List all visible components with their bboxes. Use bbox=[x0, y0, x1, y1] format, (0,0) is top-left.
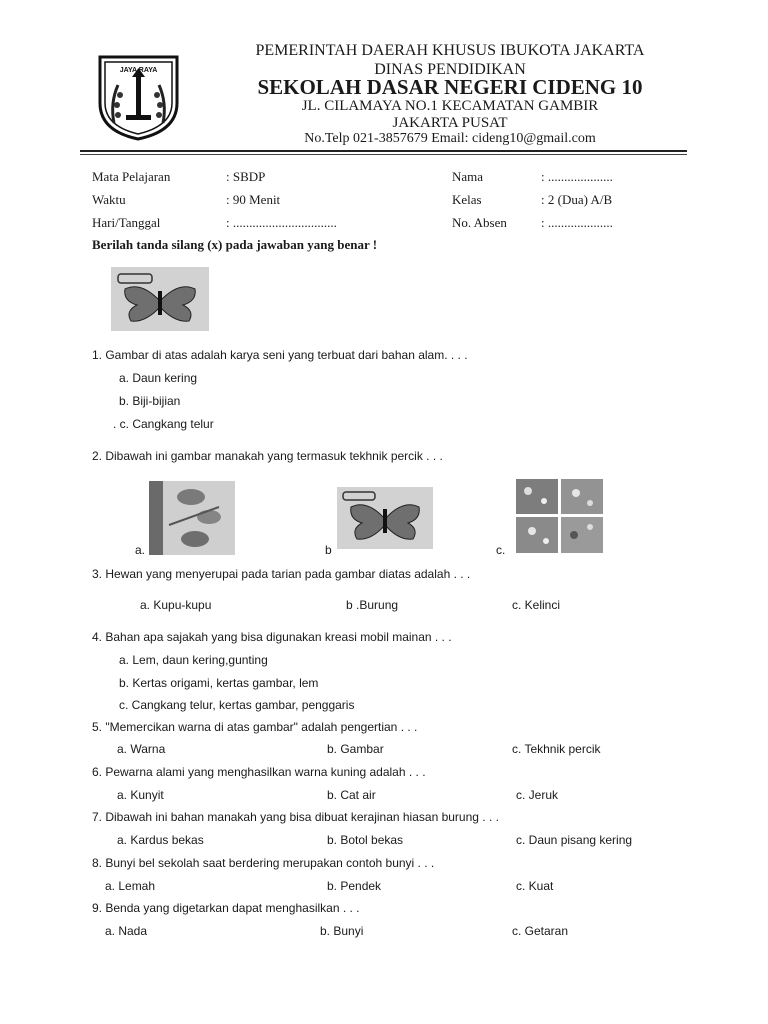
question-8: 8. Bunyi bel sekolah saat berdering merupakan contoh bunyi . . . bbox=[92, 856, 435, 870]
question-5-option-b: b. Gambar bbox=[327, 742, 384, 756]
question-9: 9. Benda yang digetarkan dapat menghasilkan . . . bbox=[92, 901, 360, 915]
question-8-option-a: a. Lemah bbox=[105, 879, 156, 893]
instruction: Berilah tanda silang (x) pada jawaban yang benar ! bbox=[92, 237, 378, 252]
hari-value: : ................................ bbox=[226, 215, 337, 230]
question-2-option-b: b bbox=[325, 543, 332, 557]
question-2-option-c: c. bbox=[496, 543, 506, 557]
header-contact: No.Telp 021-3857679 Email: cideng10@gmail.com bbox=[304, 131, 596, 146]
question-7: 7. Dibawah ini bahan manakah yang bisa dibuat kerajinan hiasan burung . . . bbox=[92, 810, 499, 824]
question-2-option-a: a. bbox=[135, 543, 146, 557]
question-7-option-a: a. Kardus bekas bbox=[117, 833, 204, 847]
question-6-option-a: a. Kunyit bbox=[117, 788, 164, 802]
header-city: JAKARTA PUSAT bbox=[392, 115, 508, 131]
nama-value: : .................... bbox=[541, 169, 613, 184]
kelas-label: Kelas bbox=[452, 192, 482, 207]
question-3-option-b: b .Burung bbox=[346, 598, 399, 612]
question-9-option-b: b. Bunyi bbox=[320, 924, 364, 938]
kelas-value: : 2 (Dua) A/B bbox=[541, 192, 613, 207]
question-5-option-c: c. Tekhnik percik bbox=[512, 742, 601, 756]
header-line-1: PEMERINTAH DAERAH KHUSUS IBUKOTA JAKARTA bbox=[255, 42, 645, 59]
question-9-option-c: c. Getaran bbox=[512, 924, 569, 938]
question-4-option-c: c. Cangkang telur, kertas gambar, penggaris bbox=[119, 698, 355, 712]
question-3-option-c: c. Kelinci bbox=[512, 598, 561, 612]
question-5-option-a: a. Warna bbox=[117, 742, 166, 756]
question-7-option-c: c. Daun pisang kering bbox=[516, 833, 633, 847]
waktu-value: : 90 Menit bbox=[226, 192, 281, 207]
waktu-label: Waktu bbox=[92, 192, 126, 207]
question-5: 5. "Memercikan warna di atas gambar" adalah pengertian . . . bbox=[92, 720, 418, 734]
question-8-option-b: b. Pendek bbox=[327, 879, 382, 893]
question-9-option-a: a. Nada bbox=[105, 924, 148, 938]
question-2: 2. Dibawah ini gambar manakah yang termasuk tekhnik percik . . . bbox=[92, 449, 443, 463]
butterfly-option-image bbox=[337, 487, 433, 549]
question-1: 1. Gambar di atas adalah karya seni yang terbuat dari bahan alam. . . . bbox=[92, 348, 468, 362]
header-divider-thin bbox=[80, 154, 687, 155]
mapel-label: Mata Pelajaran bbox=[92, 169, 171, 184]
absen-value: : .................... bbox=[541, 215, 613, 230]
butterfly-craft-image bbox=[111, 267, 209, 331]
school-name: SEKOLAH DASAR NEGERI CIDENG 10 bbox=[257, 75, 643, 99]
header-divider bbox=[80, 150, 687, 152]
question-3-option-a: a. Kupu-kupu bbox=[140, 598, 212, 612]
question-6-option-c: c. Jeruk bbox=[516, 788, 559, 802]
leaf-print-image bbox=[149, 481, 235, 555]
question-6: 6. Pewarna alami yang menghasilkan warna kuning adalah . . . bbox=[92, 765, 426, 779]
school-logo bbox=[96, 53, 181, 141]
question-1-option-c: . c. Cangkang telur bbox=[113, 417, 214, 431]
nama-label: Nama bbox=[452, 169, 484, 184]
splatter-grid-image bbox=[516, 479, 603, 553]
header-address: JL. CILAMAYA NO.1 KECAMATAN GAMBIR bbox=[301, 98, 599, 114]
logo-text: JAYA RAYA bbox=[119, 67, 158, 74]
question-6-option-b: b. Cat air bbox=[327, 788, 376, 802]
question-4: 4. Bahan apa sajakah yang bisa digunakan kreasi mobil mainan . . . bbox=[92, 630, 452, 644]
absen-label: No. Absen bbox=[452, 215, 507, 230]
question-1-option-a: a. Daun kering bbox=[119, 371, 198, 385]
question-8-option-c: c. Kuat bbox=[516, 879, 554, 893]
question-4-option-a: a. Lem, daun kering,gunting bbox=[119, 653, 268, 667]
question-7-option-b: b. Botol bekas bbox=[327, 833, 404, 847]
question-1-option-b: b. Biji-bijian bbox=[119, 394, 181, 408]
mapel-value: : SBDP bbox=[226, 169, 266, 184]
question-3: 3. Hewan yang menyerupai pada tarian pada gambar diatas adalah . . . bbox=[92, 567, 471, 581]
header-line-2: DINAS PENDIDIKAN bbox=[374, 61, 526, 78]
hari-label: Hari/Tanggal bbox=[92, 215, 161, 230]
question-4-option-b: b. Kertas origami, kertas gambar, lem bbox=[119, 676, 319, 690]
